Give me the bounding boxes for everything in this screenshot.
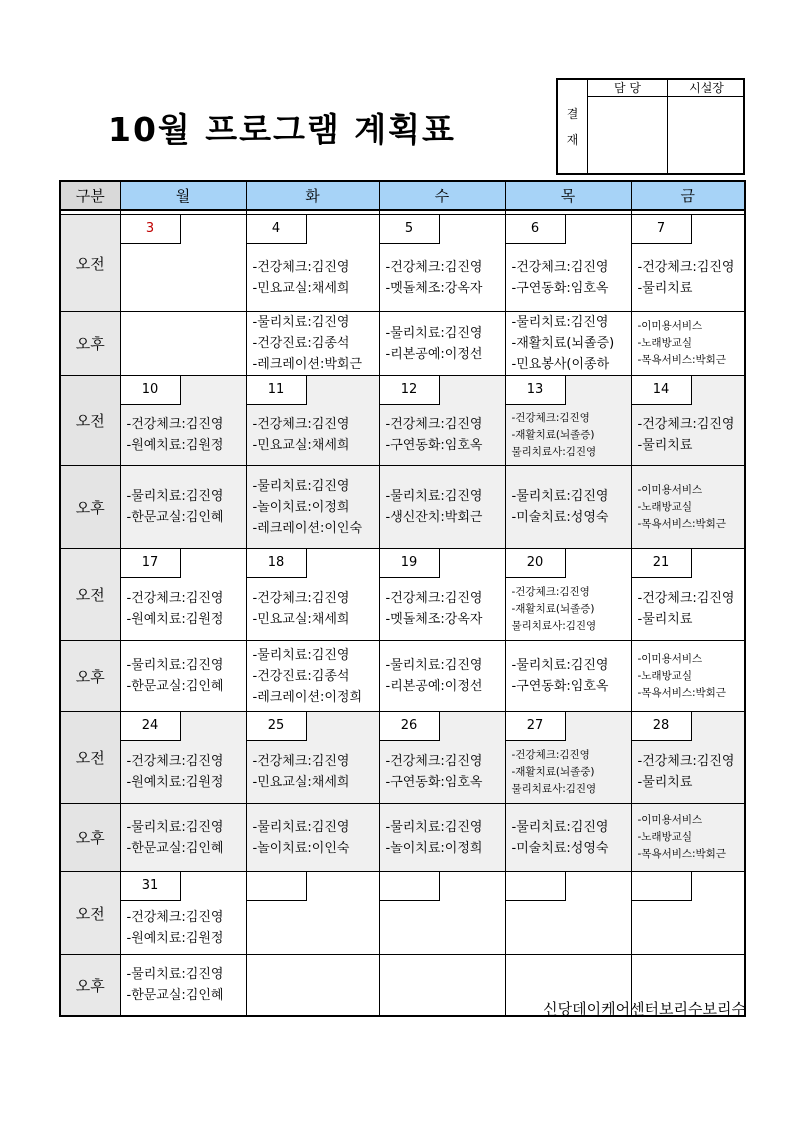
- program-item: -물리치료:김진영: [511, 315, 609, 330]
- program-item: -레크레이션:박회근: [252, 357, 363, 372]
- program-item: -노래방교실: [637, 337, 693, 349]
- day-cell: [631, 549, 745, 641]
- program-item: -재활치료(뇌졸중): [511, 765, 595, 778]
- program-item: -리본공예:이정선: [385, 346, 483, 362]
- row-label-pm: 오후: [60, 312, 120, 376]
- program-item: -건강체크:김진영: [252, 591, 350, 606]
- day-cell: [246, 466, 379, 549]
- page-title: 10월 프로그램 계획표: [108, 110, 456, 149]
- program-item: -물리치료: [637, 280, 693, 296]
- program-item: -물리치료:김진영: [385, 325, 483, 341]
- program-item: -건강진료:김종석: [252, 336, 350, 351]
- header-day: 수: [379, 181, 505, 210]
- program-item: -물리치료:김진영: [126, 819, 224, 835]
- footer-center-name: 신당데이케어센터보리수보리수: [543, 1000, 746, 1018]
- program-item: -민요교실:채세희: [252, 612, 350, 627]
- program-item: -구연동화:임호옥: [385, 775, 483, 790]
- program-item: -물리치료: [637, 438, 693, 453]
- program-list: [632, 312, 745, 375]
- program-item: -목욕서비스:박회근: [637, 354, 726, 366]
- program-item: -물리치료: [637, 612, 693, 627]
- program-item: -생신잔치:박회근: [385, 510, 483, 525]
- day-cell: [246, 376, 379, 466]
- day-cell: [505, 215, 631, 312]
- program-item: -건강체크:김진영: [637, 259, 735, 275]
- day-cell: [120, 955, 246, 1017]
- day-cell: [631, 312, 745, 376]
- header-day: 화: [246, 181, 379, 210]
- program-list: [506, 641, 631, 711]
- program-list: [380, 751, 483, 793]
- program-item: -놀이치료:이인숙: [252, 840, 350, 856]
- program-item: -물리치료:김진영: [511, 819, 609, 835]
- week-2-am-row: [60, 376, 745, 466]
- day-cell: [505, 712, 631, 804]
- day-cell: [120, 376, 246, 466]
- program-list: [632, 466, 745, 548]
- program-item: -물리치료:김진영: [252, 647, 350, 663]
- program-item: -민요교실:채세희: [252, 438, 350, 453]
- date-number: 20: [506, 549, 566, 578]
- date-number: 19: [380, 549, 440, 578]
- day-cell: [631, 466, 745, 549]
- program-item: -물리치료:김진영: [511, 489, 609, 504]
- date-number: [506, 872, 566, 901]
- day-cell: [379, 804, 505, 872]
- program-list: [506, 584, 597, 635]
- day-cell: [505, 549, 631, 641]
- program-list: [632, 751, 735, 793]
- program-list: [247, 257, 350, 299]
- program-item: -건강체크:김진영: [637, 417, 735, 432]
- program-item: 물리치료사:김진영: [511, 619, 597, 632]
- program-item: -물리치료:김진영: [385, 658, 483, 673]
- program-list: [121, 414, 224, 456]
- date-number: 5: [380, 215, 440, 244]
- program-item: -물리치료:김진영: [126, 967, 224, 982]
- program-list: [247, 751, 350, 793]
- program-list: [247, 588, 350, 630]
- week-3-am-row: [60, 549, 745, 641]
- row-label-pm: 오후: [60, 466, 120, 549]
- program-item: -레크레이션:이정희: [252, 689, 363, 705]
- program-item: -레크레이션:이인숙: [252, 520, 363, 536]
- program-list: [247, 312, 379, 375]
- day-cell: [631, 712, 745, 804]
- approval-col-manager-label: 담 당: [588, 80, 667, 97]
- program-item: -건강체크:김진영: [126, 754, 224, 769]
- program-item: -이미용서비스: [637, 652, 703, 665]
- program-list: [506, 410, 597, 461]
- program-item: -원예치료:김원정: [126, 775, 224, 790]
- date-number: 25: [247, 712, 307, 741]
- program-item: -물리치료: [637, 775, 693, 790]
- row-label-am: 오전: [60, 215, 120, 312]
- program-item: -건강체크:김진영: [511, 411, 590, 424]
- day-cell: [246, 804, 379, 872]
- program-list: [632, 414, 735, 456]
- day-cell: [505, 641, 631, 712]
- program-list: [121, 751, 224, 793]
- day-cell: [120, 549, 246, 641]
- date-number: 27: [506, 712, 566, 741]
- date-number: 10: [121, 376, 181, 405]
- program-list: [380, 312, 505, 375]
- approval-label: [558, 80, 588, 173]
- date-number: 7: [632, 215, 692, 244]
- day-cell: [631, 215, 745, 312]
- program-item: -리본공예:이정선: [385, 679, 483, 694]
- week-4-am-row: [60, 712, 745, 804]
- date-number: 28: [632, 712, 692, 741]
- day-cell: [631, 641, 745, 712]
- date-number: 14: [632, 376, 692, 405]
- program-item: -노래방교실: [637, 669, 693, 682]
- program-item: -물리치료:김진영: [252, 315, 350, 330]
- program-item: -한문교실:김인혜: [126, 988, 224, 1003]
- day-cell: [379, 376, 505, 466]
- day-cell: [246, 215, 379, 312]
- program-item: -건강체크:김진영: [385, 417, 483, 432]
- day-cell: [246, 872, 379, 955]
- program-list: [121, 804, 246, 871]
- row-label-pm: 오후: [60, 955, 120, 1017]
- approval-col-director-label: 시설장: [668, 80, 745, 97]
- program-list: [506, 312, 631, 375]
- header-row: [60, 181, 745, 210]
- date-number: [632, 872, 692, 901]
- program-list: [632, 804, 745, 871]
- program-item: -원예치료:김원정: [126, 438, 224, 453]
- day-cell: [120, 466, 246, 549]
- program-item: -건강체크:김진영: [511, 259, 609, 275]
- schedule-table: [59, 180, 746, 1017]
- day-cell: [379, 549, 505, 641]
- program-item: -구연동화:임호옥: [511, 679, 609, 694]
- program-item: -물리치료:김진영: [252, 819, 350, 835]
- program-item: -이미용서비스: [637, 814, 703, 826]
- program-list: [632, 641, 745, 711]
- row-label-am: 오전: [60, 712, 120, 804]
- program-list: [632, 588, 735, 630]
- program-item: -건강체크:김진영: [126, 591, 224, 606]
- program-list: [247, 466, 379, 548]
- row-label-am: 오전: [60, 872, 120, 955]
- program-item: -물리치료:김진영: [126, 489, 224, 504]
- program-item: -물리치료:김진영: [126, 658, 224, 673]
- day-cell: [246, 549, 379, 641]
- date-number: 11: [247, 376, 307, 405]
- program-list: [121, 641, 246, 711]
- program-list: [380, 588, 483, 630]
- program-item: -한문교실:김인혜: [126, 679, 224, 694]
- day-cell: [120, 872, 246, 955]
- day-cell: [246, 312, 379, 376]
- day-cell: [246, 955, 379, 1017]
- week-4-pm-row: [60, 804, 745, 872]
- program-item: -원예치료:김원정: [126, 930, 224, 946]
- program-item: -건강체크:김진영: [126, 417, 224, 432]
- program-item: -목욕서비스:박회근: [637, 517, 726, 530]
- program-item: -목욕서비스:박회근: [637, 686, 726, 699]
- program-item: -물리치료:김진영: [385, 819, 483, 835]
- header-day: 금: [631, 181, 745, 210]
- program-item: -놀이치료:이정희: [385, 840, 483, 856]
- date-number: 18: [247, 549, 307, 578]
- program-item: 물리치료사:김진영: [511, 782, 597, 795]
- program-item: -구연동화:임호옥: [511, 280, 609, 296]
- program-item: -건강체크:김진영: [637, 754, 735, 769]
- row-label-am: 오전: [60, 376, 120, 466]
- approval-label-2: 재: [566, 132, 579, 147]
- program-item: -노래방교실: [637, 500, 693, 513]
- week-3-pm-row: [60, 641, 745, 712]
- program-item: -구연동화:임호옥: [385, 438, 483, 453]
- program-item: -노래방교실: [637, 831, 693, 843]
- program-list: [380, 257, 483, 299]
- program-item: -이미용서비스: [637, 483, 703, 496]
- program-item: -멧돌체조:강옥자: [385, 280, 483, 296]
- program-list: [380, 414, 483, 456]
- week-2-pm-row: [60, 466, 745, 549]
- week-1-pm-row: [60, 312, 745, 376]
- program-list: [506, 257, 609, 299]
- program-item: -목욕서비스:박회근: [637, 848, 726, 860]
- day-cell: [246, 641, 379, 712]
- program-item: -미술치료:성영숙: [511, 840, 609, 856]
- program-item: -한문교실:김인혜: [126, 840, 224, 856]
- program-item: -건강체크:김진영: [252, 754, 350, 769]
- program-item: -놀이치료:이정희: [252, 499, 350, 515]
- day-cell: [505, 872, 631, 955]
- row-label-am: 오전: [60, 549, 120, 641]
- day-cell: [505, 312, 631, 376]
- header-day: 목: [505, 181, 631, 210]
- program-list: [247, 804, 379, 871]
- program-item: -재활치료(뇌졸증): [511, 428, 595, 441]
- program-item: -물리치료:김진영: [252, 478, 350, 494]
- program-item: -민요봉사(이종하: [511, 357, 610, 372]
- date-number: [380, 872, 440, 901]
- day-cell: [120, 215, 246, 312]
- program-list: [506, 804, 631, 871]
- date-number: 4: [247, 215, 307, 244]
- program-list: [121, 466, 246, 548]
- date-number: 31: [121, 872, 181, 901]
- program-list: [380, 466, 505, 548]
- program-item: -미술치료:성영숙: [511, 510, 609, 525]
- day-cell: [246, 712, 379, 804]
- day-cell: [379, 712, 505, 804]
- program-item: -건강체크:김진영: [252, 259, 350, 275]
- program-item: -건강체크:김진영: [252, 417, 350, 432]
- program-item: -건강체크:김진영: [385, 259, 483, 275]
- date-number: 21: [632, 549, 692, 578]
- program-item: -멧돌체조:강옥자: [385, 612, 483, 627]
- day-cell: [120, 712, 246, 804]
- program-item: -건강체크:김진영: [511, 585, 590, 598]
- date-number: 12: [380, 376, 440, 405]
- day-cell: [379, 955, 505, 1017]
- week-1-am-row: [60, 215, 745, 312]
- program-item: -물리치료:김진영: [385, 489, 483, 504]
- program-item: -건강체크:김진영: [637, 591, 735, 606]
- header-day: 월: [120, 181, 246, 210]
- program-item: -재활치료(뇌졸증): [511, 602, 595, 615]
- date-number: 26: [380, 712, 440, 741]
- program-list: [247, 414, 350, 456]
- program-list: [247, 641, 379, 711]
- day-cell: [120, 312, 246, 376]
- program-item: -원예치료:김원정: [126, 612, 224, 627]
- program-list: [380, 804, 505, 871]
- program-item: -이미용서비스: [637, 320, 703, 332]
- program-list: [121, 907, 224, 949]
- program-list: [632, 257, 735, 299]
- date-number: [247, 872, 307, 901]
- approval-box: [556, 78, 745, 175]
- day-cell: [379, 312, 505, 376]
- program-list: [380, 641, 505, 711]
- approval-label-1: 결: [566, 106, 579, 121]
- program-list: [506, 466, 631, 548]
- program-list: [121, 955, 246, 1015]
- row-label-pm: 오후: [60, 641, 120, 712]
- day-cell: [120, 641, 246, 712]
- day-cell: [505, 376, 631, 466]
- program-item: -민요교실:채세희: [252, 775, 350, 790]
- date-number: 24: [121, 712, 181, 741]
- program-item: -재활치료(뇌졸증): [511, 336, 615, 351]
- date-number: 6: [506, 215, 566, 244]
- date-number: 13: [506, 376, 566, 405]
- day-cell: [379, 641, 505, 712]
- day-cell: [505, 466, 631, 549]
- day-cell: [631, 804, 745, 872]
- program-item: -한문교실:김인혜: [126, 510, 224, 525]
- day-cell: [379, 466, 505, 549]
- program-item: -물리치료:김진영: [511, 658, 609, 673]
- program-item: -건강체크:김진영: [511, 748, 590, 761]
- date-number: 3: [121, 215, 181, 244]
- program-item: 물리치료사:김진영: [511, 445, 597, 458]
- day-cell: [120, 804, 246, 872]
- program-item: -건강체크:김진영: [126, 909, 224, 925]
- date-number: 17: [121, 549, 181, 578]
- program-list: [121, 588, 224, 630]
- program-item: -건강진료:김종석: [252, 668, 350, 684]
- day-cell: [505, 804, 631, 872]
- program-item: -건강체크:김진영: [385, 754, 483, 769]
- day-cell: [379, 215, 505, 312]
- program-item: -건강체크:김진영: [385, 591, 483, 606]
- approval-col-director: [668, 80, 745, 173]
- row-label-pm: 오후: [60, 804, 120, 872]
- program-list: [506, 747, 597, 798]
- approval-col-manager: [588, 80, 668, 173]
- day-cell: [379, 872, 505, 955]
- day-cell: [631, 872, 745, 955]
- week-5-am-row: [60, 872, 745, 955]
- header-gubun: 구분: [60, 181, 120, 210]
- day-cell: [631, 376, 745, 466]
- program-item: -민요교실:채세희: [252, 280, 350, 296]
